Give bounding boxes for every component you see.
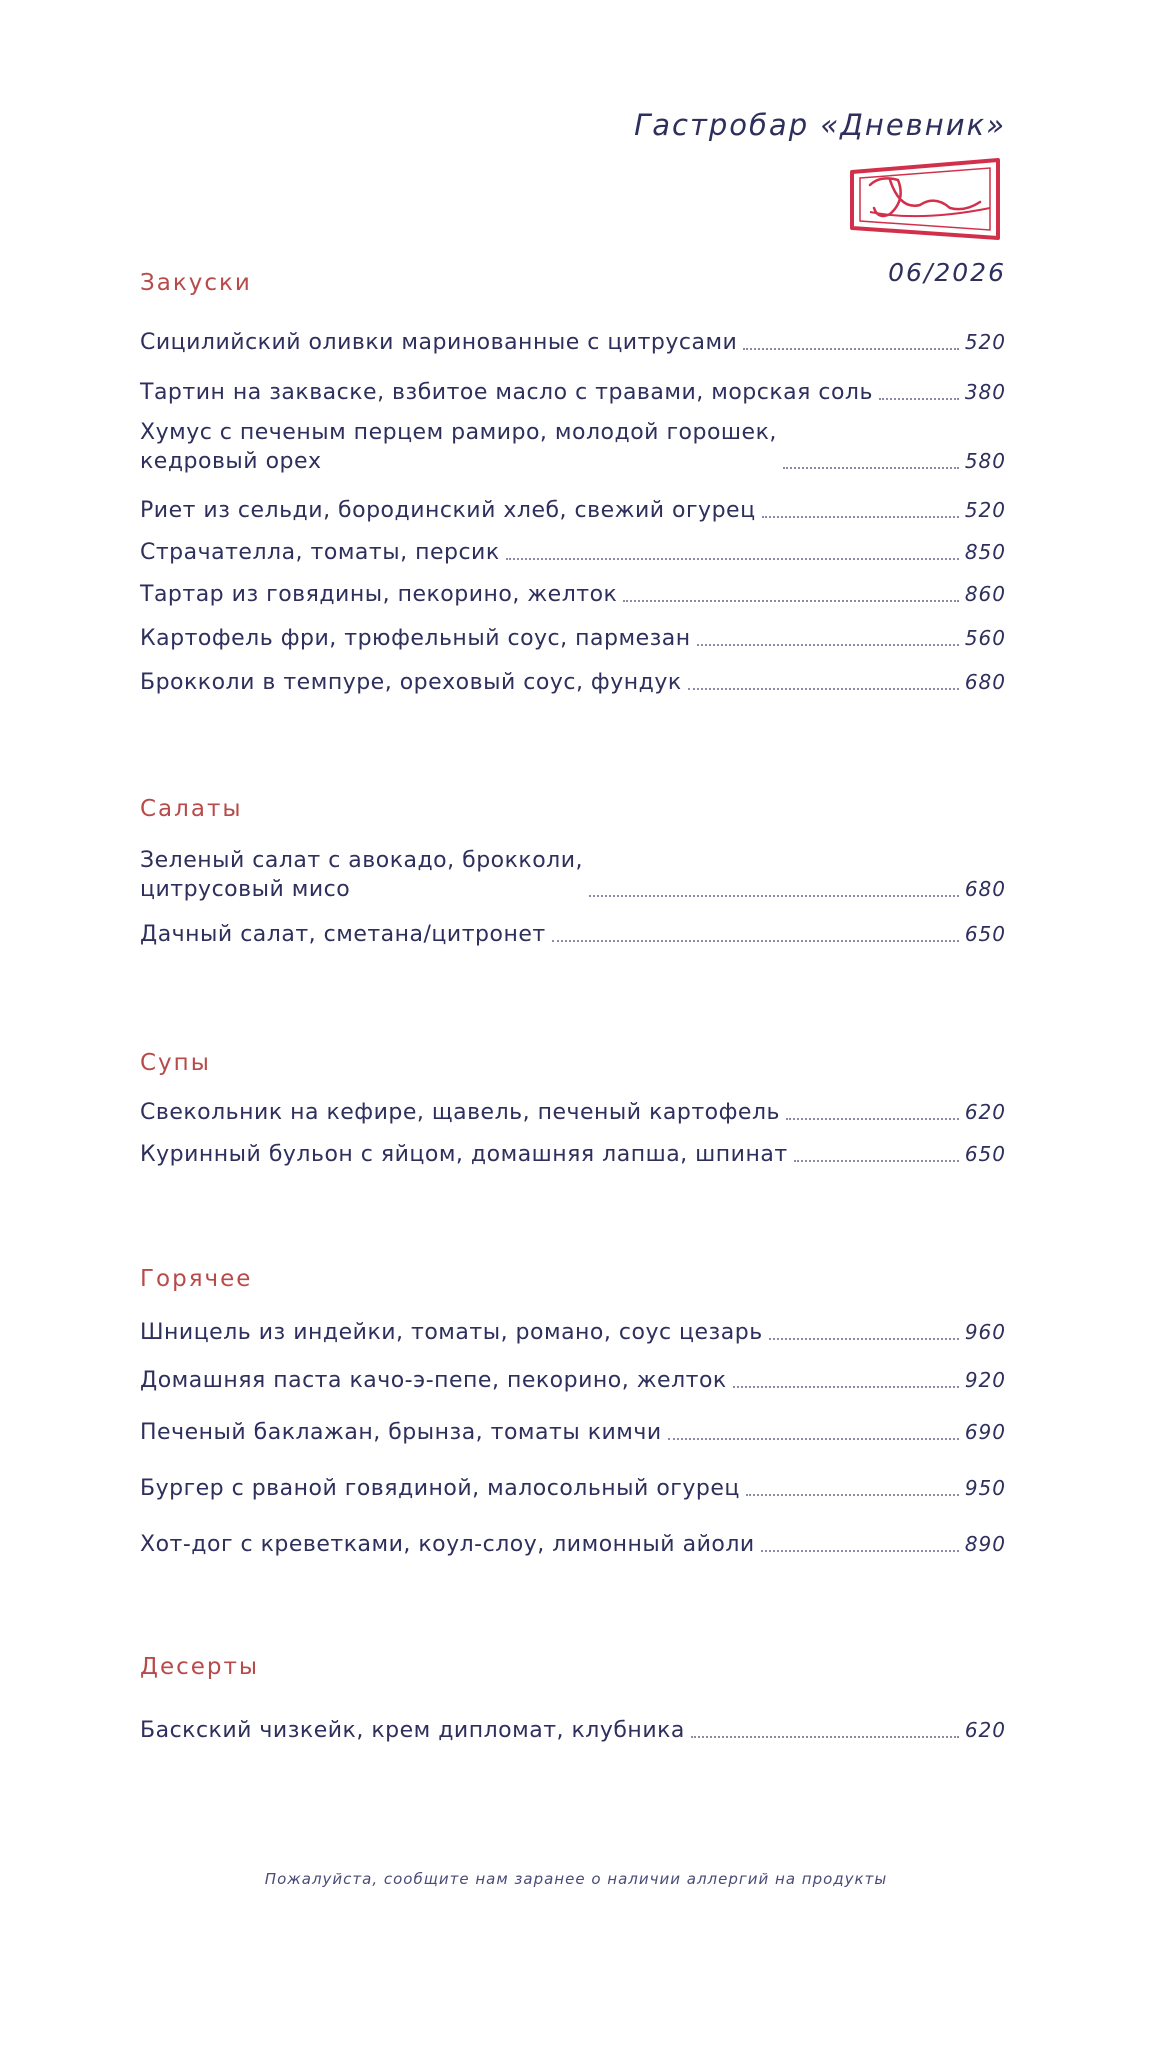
item-price: 960 xyxy=(964,1320,1006,1344)
dot-leader xyxy=(746,1494,959,1496)
item-name: Тартар из говядины, пекорино, желток xyxy=(140,582,618,607)
item-name: Баскский чизкейк, крем дипломат, клубника xyxy=(140,1718,685,1743)
menu-item xyxy=(140,378,1006,407)
menu-item xyxy=(140,1418,1006,1447)
item-name: Свекольник на кефире, щавель, печеный картофель xyxy=(140,1100,780,1125)
section-title-salaty: Салаты xyxy=(140,796,243,822)
menu-item xyxy=(140,846,1006,904)
item-name: Картофель фри, трюфельный соус, пармезан xyxy=(140,626,691,651)
section-title-goryachee: Горячее xyxy=(140,1266,253,1292)
item-price: 680 xyxy=(964,877,1006,901)
dot-leader xyxy=(691,1736,959,1738)
item-price: 380 xyxy=(964,380,1006,404)
dot-leader xyxy=(623,600,958,602)
stamp-logo xyxy=(840,150,1010,250)
menu-item xyxy=(140,418,1006,476)
dot-leader xyxy=(879,398,959,400)
menu-item xyxy=(140,580,1006,609)
section-title-deserty: Десерты xyxy=(140,1654,260,1680)
menu-item xyxy=(140,328,1006,357)
item-price: 850 xyxy=(964,540,1006,564)
item-name: Домашняя паста качо-э-пепе, пекорино, желток xyxy=(140,1368,727,1393)
menu-item xyxy=(140,496,1006,525)
menu-date: 06/2026 xyxy=(888,258,1006,287)
item-price: 620 xyxy=(964,1100,1006,1124)
item-name-line2: цитрусовый мисо xyxy=(140,877,351,902)
dot-leader xyxy=(761,1550,959,1552)
section-title-supy: Супы xyxy=(140,1050,211,1076)
menu-item xyxy=(140,920,1006,949)
item-name: Шницель из индейки, томаты, романо, соус цезарь xyxy=(140,1320,763,1345)
dot-leader xyxy=(668,1438,959,1440)
menu-item xyxy=(140,1098,1006,1127)
item-price: 520 xyxy=(964,498,1006,522)
dot-leader xyxy=(786,1118,959,1120)
item-price: 860 xyxy=(964,582,1006,606)
item-name: Дачный салат, сметана/цитронет xyxy=(140,922,546,947)
dot-leader xyxy=(589,895,959,897)
item-price: 690 xyxy=(964,1420,1006,1444)
allergy-note: Пожалуйста, сообщите нам заранее о наличии аллергий на продукты xyxy=(264,1870,888,1888)
dot-leader xyxy=(794,1160,959,1162)
menu-item xyxy=(140,1716,1006,1745)
menu-item xyxy=(140,1140,1006,1169)
item-name: Хот-дог с креветками, коул-слоу, лимонный айоли xyxy=(140,1532,755,1557)
item-name: Бургер с рваной говядиной, малосольный огурец xyxy=(140,1476,740,1501)
item-price: 890 xyxy=(964,1532,1006,1556)
dot-leader xyxy=(762,516,959,518)
dot-leader xyxy=(769,1338,959,1340)
dot-leader xyxy=(743,348,958,350)
menu-item xyxy=(140,1366,1006,1395)
item-price: 560 xyxy=(964,626,1006,650)
dot-leader xyxy=(688,688,959,690)
item-name: Тартин на закваске, взбитое масло с травами, морская соль xyxy=(140,380,873,405)
item-name: Зеленый салат с авокадо, брокколи, xyxy=(140,848,584,873)
menu-item xyxy=(140,1474,1006,1503)
item-price: 580 xyxy=(964,449,1006,473)
item-price: 920 xyxy=(964,1368,1006,1392)
item-name: Брокколи в темпуре, ореховый соус, фундук xyxy=(140,670,682,695)
menu-item xyxy=(140,624,1006,653)
dot-leader xyxy=(506,558,959,560)
item-price: 650 xyxy=(964,1142,1006,1166)
dot-leader xyxy=(783,467,959,469)
item-name-line2: кедровый орех xyxy=(140,449,322,474)
dot-leader xyxy=(552,940,959,942)
restaurant-title: Гастробар «Дневник» xyxy=(634,108,1006,142)
item-name: Сицилийский оливки маринованные с цитрусами xyxy=(140,330,738,355)
menu-item xyxy=(140,1530,1006,1559)
item-price: 950 xyxy=(964,1476,1006,1500)
dot-leader xyxy=(697,644,959,646)
item-name: Риет из сельди, бородинский хлеб, свежий огурец xyxy=(140,498,756,523)
item-name: Печеный баклажан, брынза, томаты кимчи xyxy=(140,1420,662,1445)
menu-item xyxy=(140,538,1006,567)
dot-leader xyxy=(733,1386,959,1388)
item-price: 520 xyxy=(964,330,1006,354)
menu-item xyxy=(140,1318,1006,1347)
item-name: Куринный бульон с яйцом, домашняя лапша, шпинат xyxy=(140,1142,788,1167)
item-name: Страчателла, томаты, персик xyxy=(140,540,500,565)
menu-item xyxy=(140,668,1006,697)
section-title-zakuski: Закуски xyxy=(140,270,252,296)
item-price: 680 xyxy=(964,670,1006,694)
item-price: 620 xyxy=(964,1718,1006,1742)
item-name: Хумус с печеным перцем рамиро, молодой горошек, xyxy=(140,420,777,445)
item-price: 650 xyxy=(964,922,1006,946)
